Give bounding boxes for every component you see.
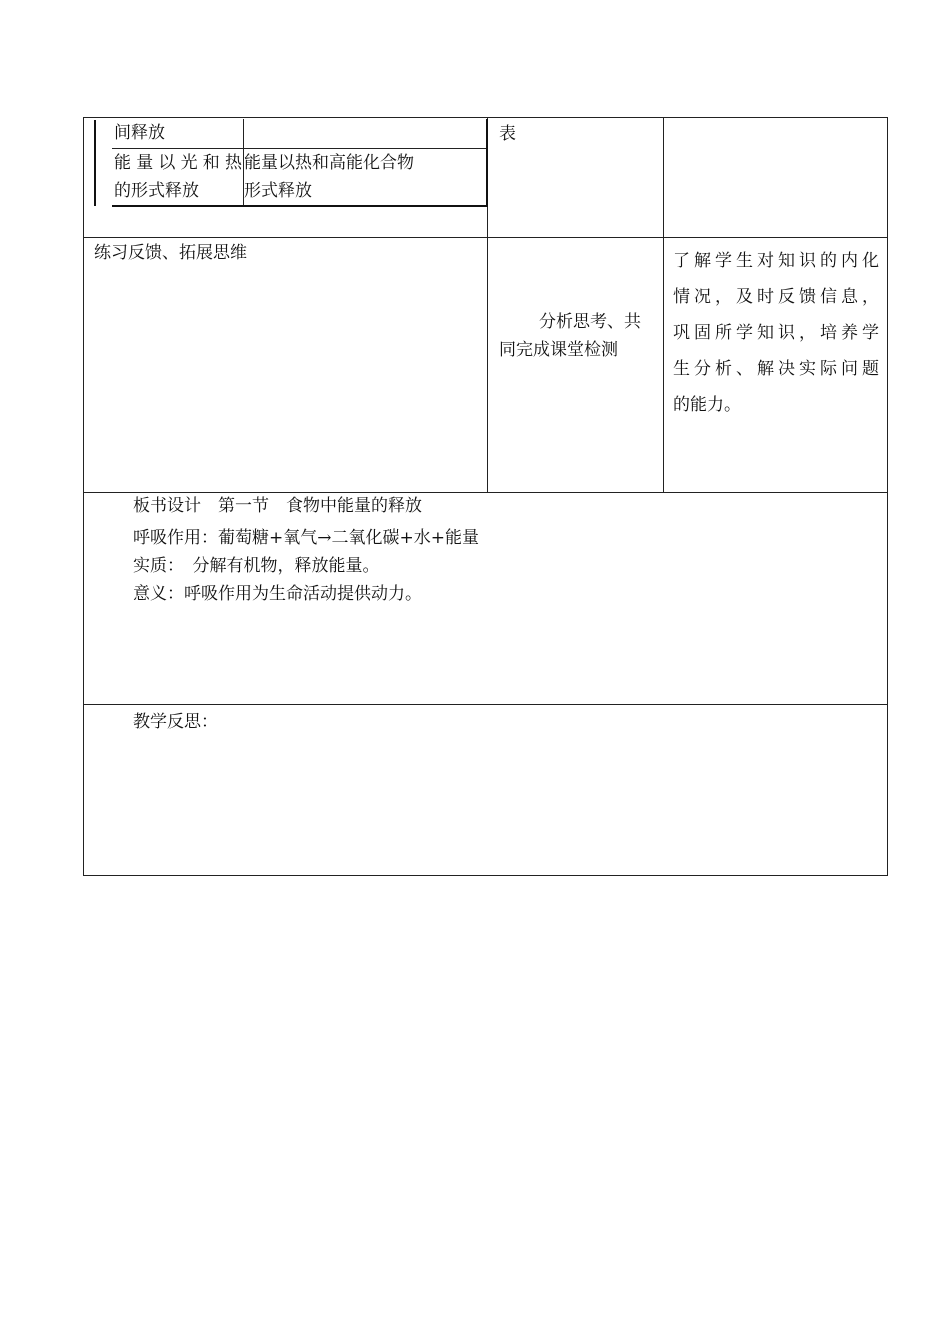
lesson-plan-table	[83, 117, 888, 876]
board-design-title: 板书设计 第一节 食物中能量的释放	[133, 496, 422, 516]
teaching-reflection-label: 教学反思：	[133, 712, 218, 732]
comparison-table	[112, 119, 488, 207]
comparison-cell-4-line1: 能量以热和高能化合物	[244, 153, 414, 173]
comparison-cell-4-line2: 形式释放	[244, 181, 312, 201]
practice-feedback-label: 练习反馈、拓展思维	[94, 243, 247, 263]
table-border-bar	[94, 120, 96, 206]
student-activity-line1: 分析思考、共	[539, 312, 641, 332]
design-intent-line: 的能力。	[673, 395, 741, 415]
design-intent-line: 情况，及时反馈信息，	[673, 287, 879, 307]
row-divider-1	[84, 237, 887, 238]
respiration-meaning: 意义：呼吸作用为生命活动提供动力。	[133, 584, 422, 604]
design-intent-line: 生分析、解决实际问题	[673, 359, 879, 379]
design-intent-line: 了解学生对知识的内化	[673, 251, 879, 271]
column-divider-2	[663, 118, 664, 492]
respiration-formula: 呼吸作用：葡萄糖+氧气→二氧化碳+水+能量	[133, 528, 479, 548]
respiration-essence: 实质： 分解有机物，释放能量。	[133, 556, 380, 576]
comparison-cell-3-line2: 的形式释放	[114, 181, 199, 201]
comparison-cell-1: 间释放	[114, 123, 165, 143]
design-intent-line: 巩固所学知识，培养学	[673, 323, 879, 343]
row1-student-activity: 表	[499, 124, 516, 144]
design-intent	[673, 243, 879, 423]
row-divider-3	[84, 704, 887, 705]
student-activity-line2: 同完成课堂检测	[499, 340, 618, 360]
comparison-cell-3-line1: 能量以光和热	[114, 153, 242, 173]
